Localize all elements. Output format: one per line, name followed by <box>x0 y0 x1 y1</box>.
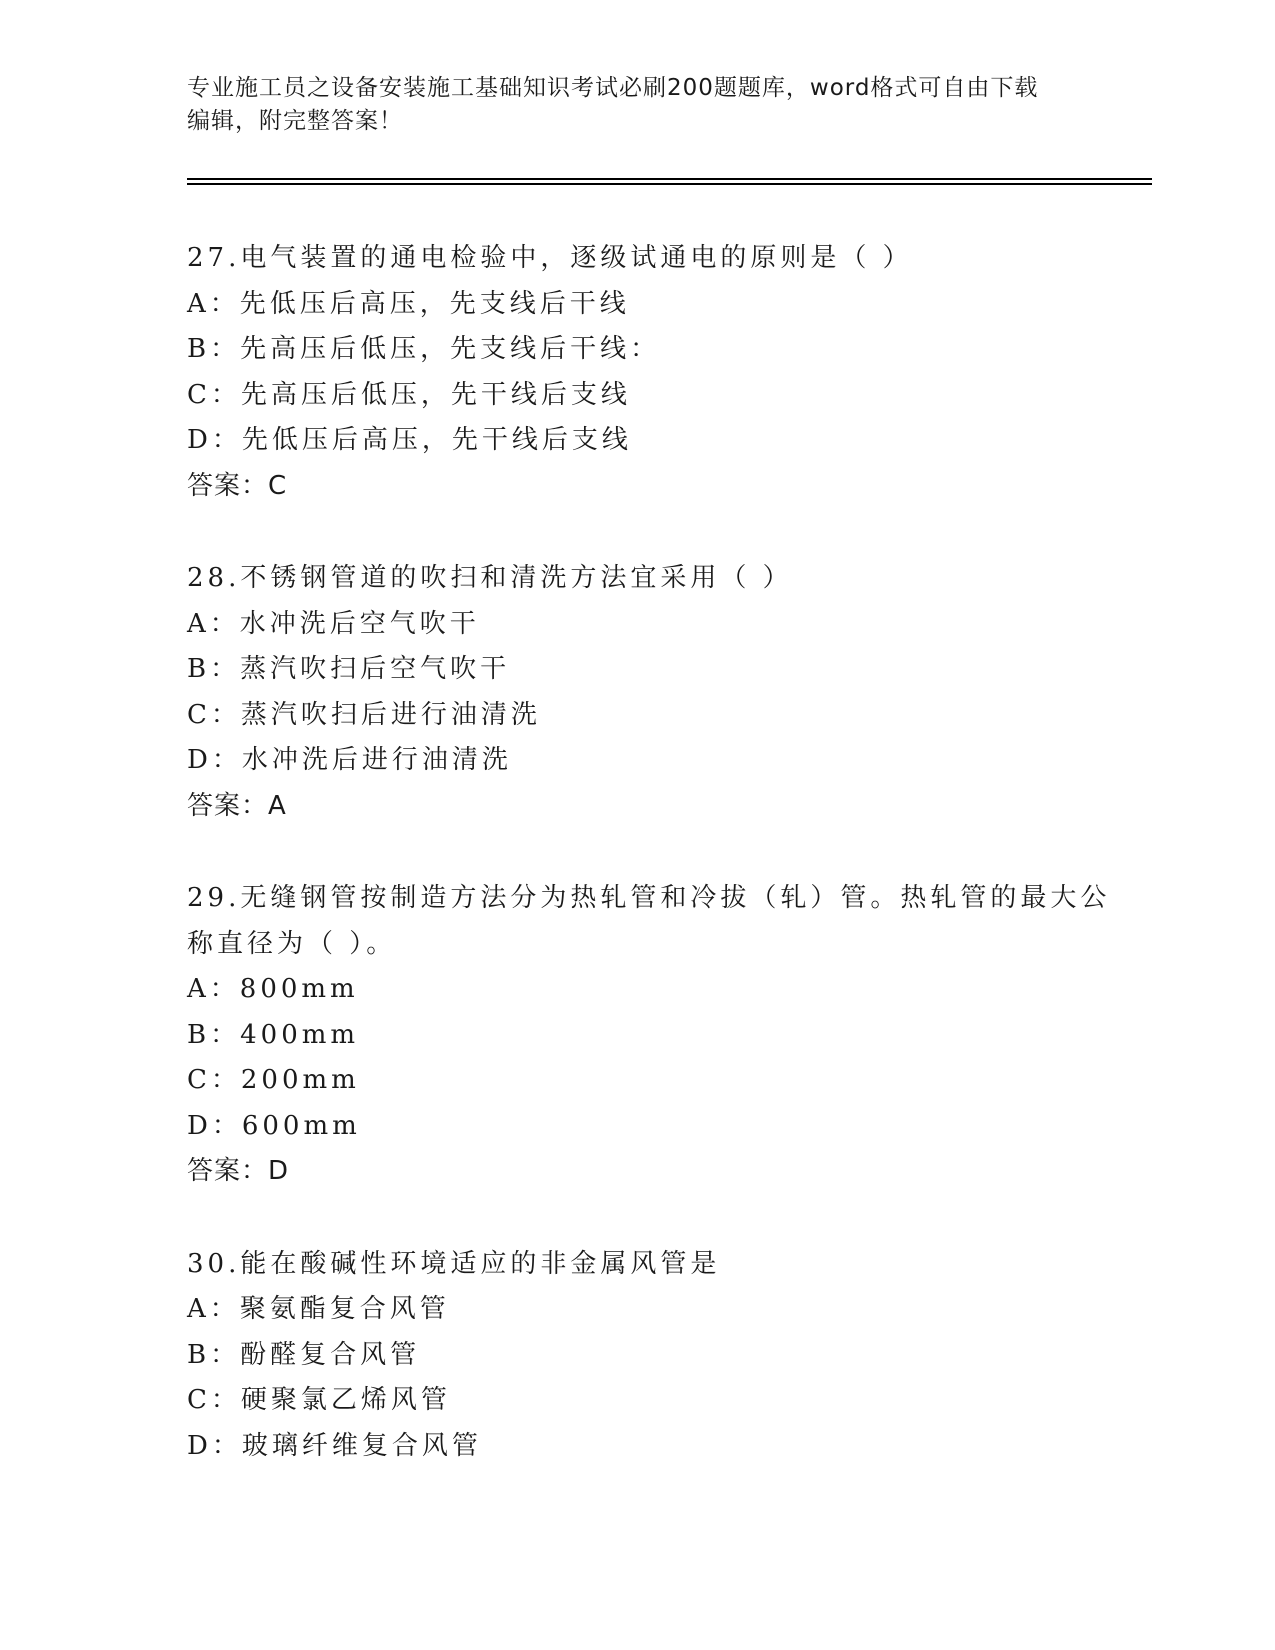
option-a: A：水冲洗后空气吹干 <box>187 608 480 639</box>
option-d: D：玻璃纤维复合风管 <box>187 1430 482 1461</box>
option-c: C：先高压后低压，先干线后支线 <box>187 379 631 410</box>
question-29 <box>187 876 1111 1195</box>
option-b: B：先高压后低压，先支线后干线： <box>187 334 661 364</box>
header-divider-bottom <box>187 183 1152 185</box>
option-d: D：600mm <box>187 1110 361 1141</box>
question-list <box>187 236 1111 1516</box>
question-stem: 27.电气装置的通电检验中，逐级试通电的原则是（ ） <box>187 243 913 273</box>
document-header <box>187 72 1087 138</box>
option-b: B：蒸汽吹扫后空气吹干 <box>187 654 511 684</box>
answer: 答案：C <box>187 470 288 501</box>
question-stem: 30.能在酸碱性环境适应的非金属风管是 <box>187 1248 721 1279</box>
option-c: C：200mm <box>187 1065 360 1095</box>
header-line-2: 编辑，附完整答案！ <box>187 108 403 134</box>
header-line-1: 专业施工员之设备安装施工基础知识考试必刷200题题库，word格式可自由下载 <box>187 75 1039 101</box>
question-stem-line-2: 称直径为（ ）。 <box>187 928 397 959</box>
question-30 <box>187 1242 1087 1470</box>
option-d: D：先低压后高压，先干线后支线 <box>187 425 632 455</box>
question-stem-line-1: 29.无缝钢管按制造方法分为热轧管和冷拔（轧）管。热轧管的最大公 <box>187 883 1111 913</box>
option-a: A：先低压后高压，先支线后干线 <box>187 288 630 319</box>
question-28 <box>187 556 1087 829</box>
option-a: A：800mm <box>187 974 359 1004</box>
option-c: C：蒸汽吹扫后进行油清洗 <box>187 699 541 730</box>
option-c: C：硬聚氯乙烯风管 <box>187 1385 451 1415</box>
answer: 答案：A <box>187 790 287 821</box>
option-d: D：水冲洗后进行油清洗 <box>187 745 512 775</box>
option-a: A：聚氨酯复合风管 <box>187 1294 450 1324</box>
option-b: B：酚醛复合风管 <box>187 1339 421 1370</box>
header-divider-top <box>187 178 1152 180</box>
option-b: B：400mm <box>187 1019 360 1050</box>
answer: 答案：D <box>187 1156 290 1186</box>
question-stem: 28.不锈钢管道的吹扫和清洗方法宜采用（ ） <box>187 563 793 593</box>
question-27 <box>187 236 1087 509</box>
